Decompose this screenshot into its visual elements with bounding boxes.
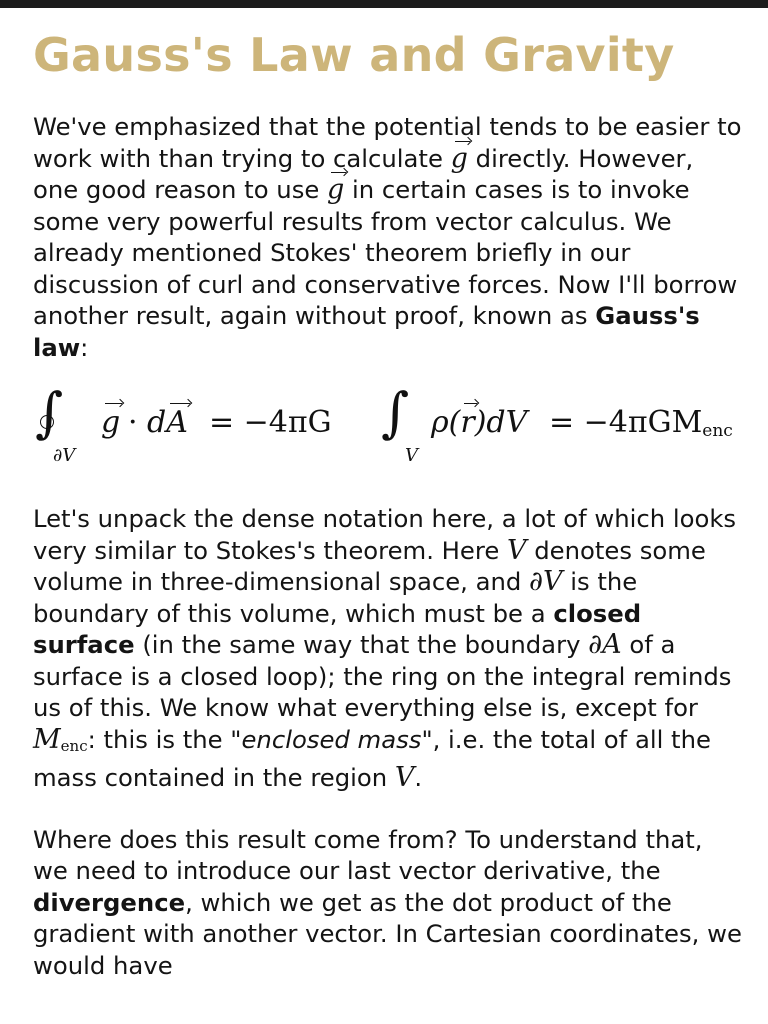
eq-rho: ρ( (431, 405, 461, 441)
gauss-law-term: Gauss's law (33, 301, 700, 362)
eq-enc-subscript: enc (702, 421, 733, 442)
boundary-v-symbol: ∂V (529, 566, 563, 598)
g-vector-symbol: g (327, 174, 345, 206)
intro-paragraph: We've emphasized that the potential tends to be easier to work with than trying to calculate g directly. However, one good reason to use g in certain cases is to invoke some very powerful results from vector calculus. We already mentioned Stokes' theorem briefly in our discussion of curl and conservative forces. Now I'll borrow another result, again without proof, known as Gauss's law: (33, 112, 742, 362)
article-content (33, 28, 745, 981)
enc-subscript: enc (60, 736, 88, 755)
eq-dot: · (128, 405, 138, 441)
eq-equals-1: = −4πG (209, 405, 332, 441)
boundary-a-symbol: ∂A (588, 629, 622, 661)
divergence-term: divergence (33, 887, 186, 917)
closed-surface-integral-icon: ∫ (35, 381, 64, 445)
explanation-paragraph: Let's unpack the dense notation here, a lot of which looks very similar to Stokes's theorem. Here V denotes some volume in three-dimensional space, and ∂V is the boundary of this volume, which must be a closed surface (in the same way that the boundary ∂A of a surface is a closed loop); the ring on the integral reminds us of this. We know what everything else is, except for $M_{enc}$: this is the "enclosed mass", i.e. the total of all the mass contained in the region V. (33, 504, 737, 794)
v-symbol: V (507, 534, 527, 566)
surface-limit: ∂V (53, 445, 76, 467)
volume-integral-icon: ∫ (381, 381, 410, 445)
m-enc-symbol: M (33, 723, 61, 755)
eq-r-vector: r (460, 405, 475, 441)
eq-equals-2: = −4πGM (549, 405, 703, 441)
closed-surface-term: closed surface (33, 598, 642, 660)
eq-g-vector: g (101, 405, 121, 441)
gauss-law-equation (33, 381, 745, 477)
divergence-paragraph: Where does this result come from? To understand that, we need to introduce our last vector derivative, the divergence, which we get as the dot product of the gradient with another vector. In Cartesian coordinates, we would have (33, 824, 742, 980)
top-status-bar (0, 0, 768, 8)
v-symbol: V (394, 762, 415, 794)
enclosed-mass-term: enclosed mass (241, 724, 422, 754)
eq-dv: )dV (474, 405, 528, 441)
eq-d: d (147, 405, 167, 441)
g-vector-symbol: g (450, 142, 468, 174)
eq-a-vector: A (166, 405, 188, 441)
volume-limit: V (405, 445, 418, 467)
page-title: Gauss's Law and Gravity (33, 28, 675, 82)
